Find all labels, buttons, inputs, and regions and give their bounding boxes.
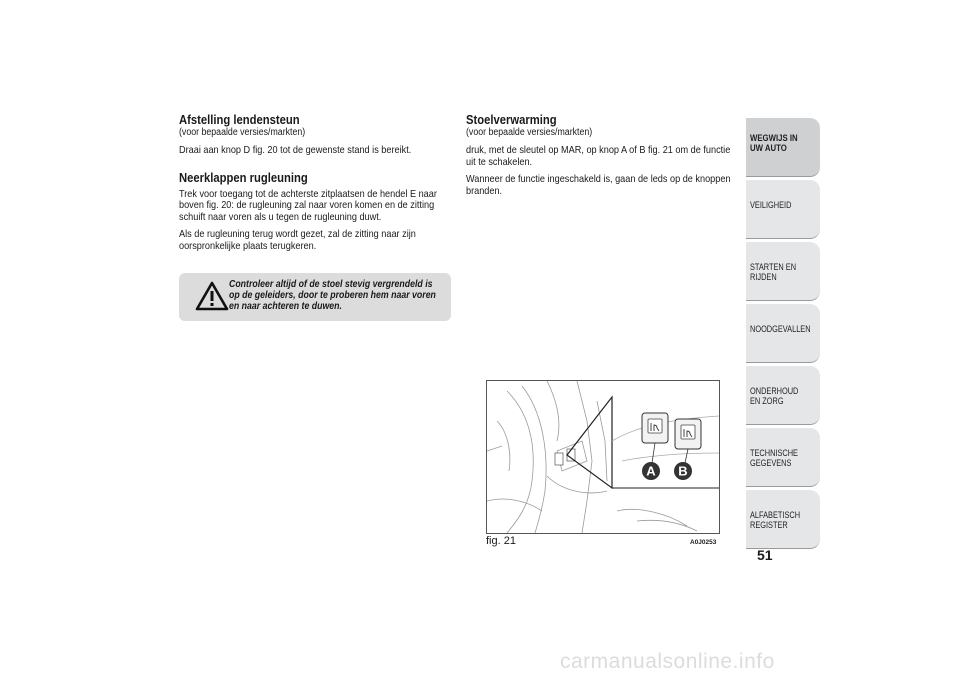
tab-label: STARTEN EN RIJDEN xyxy=(750,262,797,282)
seat-heater-button-a xyxy=(642,413,668,443)
figure-caption: fig. 21 xyxy=(486,535,516,547)
warning-triangle-icon xyxy=(195,281,229,311)
tab-onderhoud[interactable] xyxy=(746,366,820,425)
section-title-seat-heating: Stoelverwarming xyxy=(466,113,557,127)
section-title-lumbar: Afstelling lendensteun xyxy=(179,113,300,127)
tab-noodgevallen[interactable] xyxy=(746,304,820,363)
left-column xyxy=(179,113,451,259)
chapter-tabs xyxy=(746,118,820,552)
tab-starten[interactable] xyxy=(746,242,820,301)
tab-label: ONDERHOUD EN ZORG xyxy=(750,386,799,406)
section-subtitle-seat-heating: (voor bepaalde versies/markten) xyxy=(466,127,593,138)
tab-wegwijs[interactable] xyxy=(746,118,820,177)
page-number: 51 xyxy=(757,547,773,563)
warning-box xyxy=(179,273,451,321)
warning-text: Controleer altijd of de stoel stevig vergrendeld is op de geleiders, door te proberen hem naar voren en naar achteren te duwen. xyxy=(229,279,436,312)
tab-label: NOODGEVALLEN xyxy=(750,324,811,334)
section-subtitle-lumbar: (voor bepaalde versies/markten) xyxy=(179,127,306,138)
paragraph-backrest-2: Als de rugleuning terug wordt gezet, zal de zitting naar zijn oorspronkelijke plaats terugkeren. xyxy=(179,229,416,252)
label-b: B xyxy=(678,463,688,479)
tab-veiligheid[interactable] xyxy=(746,180,820,239)
figure-code: A0J0253 xyxy=(690,539,717,546)
figure-21 xyxy=(486,380,720,534)
tab-technische[interactable] xyxy=(746,428,820,487)
right-column xyxy=(466,113,738,203)
paragraph-seat-heating-1: druk, met de sleutel op MAR, op knop A of B fig. 21 om de functie uit te schakelen. xyxy=(466,145,731,168)
tab-label: WEGWIJS IN UW AUTO xyxy=(750,133,798,154)
tab-alfabetisch[interactable] xyxy=(746,490,820,549)
label-a: A xyxy=(646,463,656,479)
tab-label: ALFABETISCH REGISTER xyxy=(750,510,801,530)
paragraph-lumbar: Draai aan knop D fig. 20 tot de gewenste stand is bereikt. xyxy=(179,145,412,156)
paragraph-backrest-1: Trek voor toegang tot de achterste zitplaatsen de hendel E naar boven fig. 20: de rugleuning zal naar voren komen en de zitting schuift naar voren als u tegen de rugleuning duwt. xyxy=(179,188,437,223)
watermark: carmanualsonline.info xyxy=(560,650,775,673)
paragraph-seat-heating-2: Wanneer de functie ingeschakeld is, gaan de leds op de knoppen branden. xyxy=(466,174,731,197)
tab-label: VEILIGHEID xyxy=(750,200,792,210)
seat-heater-button-b xyxy=(675,419,701,449)
section-title-backrest: Neerklappen rugleuning xyxy=(179,170,308,185)
tab-label: TECHNISCHE GEGEVENS xyxy=(750,448,798,468)
figure-illustration xyxy=(487,381,719,533)
